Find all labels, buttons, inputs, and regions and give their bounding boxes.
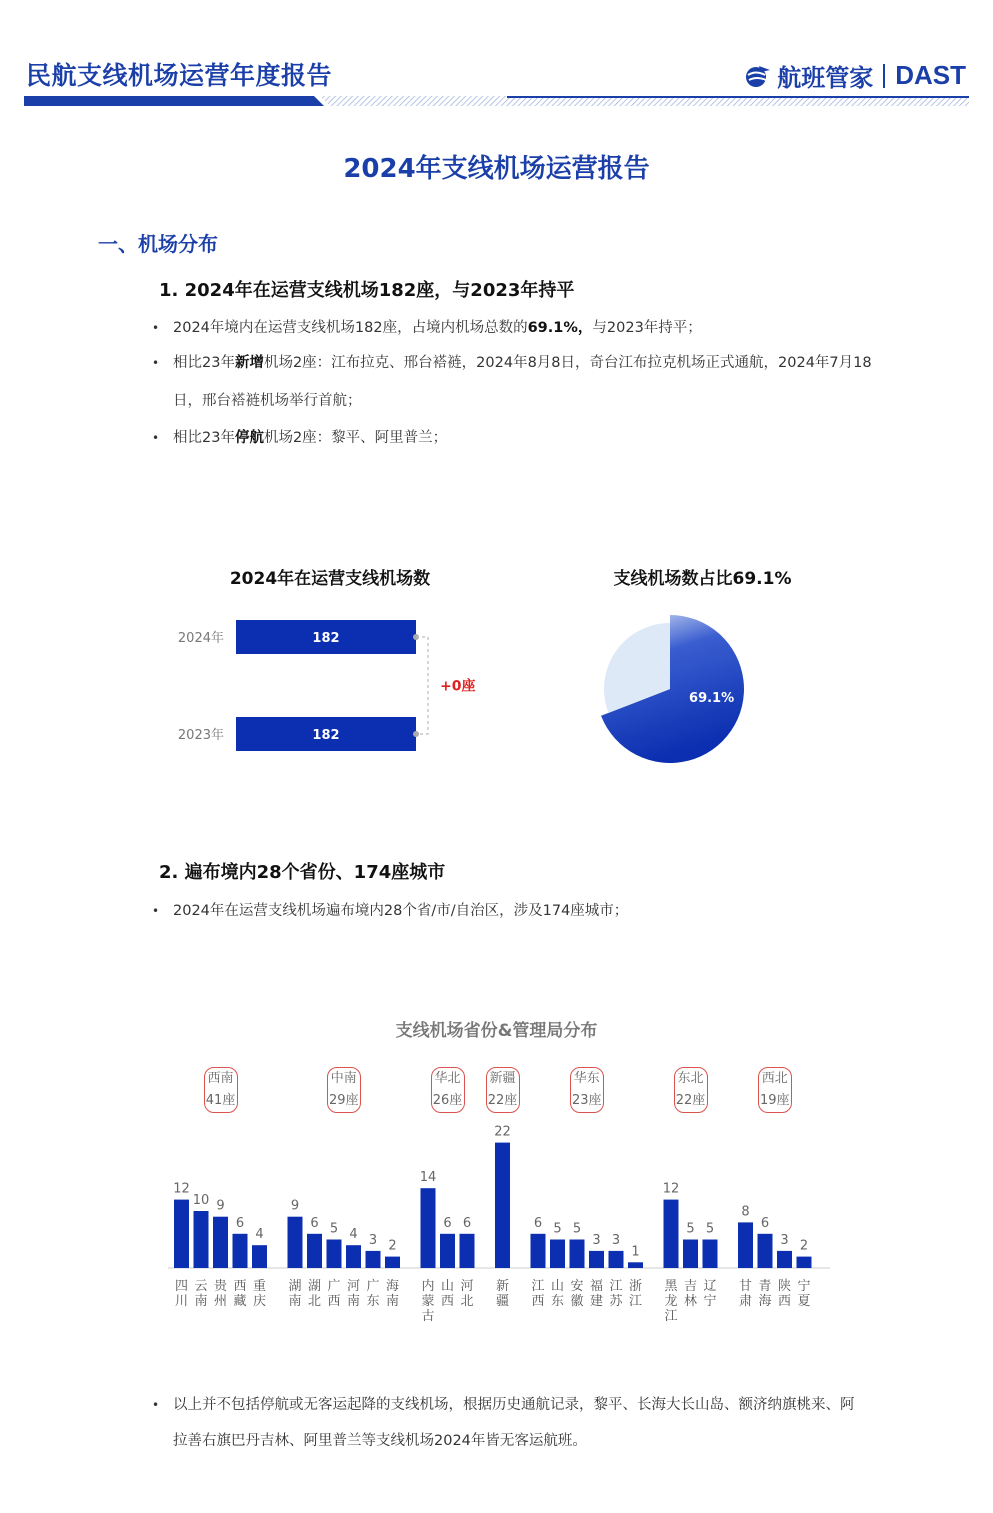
province-bar-value: 4: [255, 1227, 264, 1243]
bar-category-label: 2023年: [177, 728, 224, 743]
region-label-box: [758, 1067, 792, 1113]
province-bar: [703, 1240, 718, 1269]
region-label-box: [204, 1067, 238, 1113]
province-name-label: 湖南: [288, 1279, 302, 1309]
region-label-box: [674, 1067, 708, 1113]
province-bar-value: 5: [553, 1221, 562, 1237]
region-label-box: [431, 1067, 465, 1113]
brand-en: DAST: [895, 60, 966, 90]
airport-count-chart-title: 2024年在运营支线机场数: [229, 569, 431, 589]
province-bar-value: 10: [192, 1193, 210, 1208]
province-bar-value: 5: [572, 1221, 582, 1237]
province-bar: [664, 1200, 679, 1268]
province-name-label: 云南: [194, 1279, 208, 1309]
province-name-label: 河南: [346, 1279, 361, 1309]
pie-slice-label: 69.1%: [689, 690, 735, 706]
province-bar-value: 4: [349, 1227, 358, 1243]
province-bar-value: 12: [662, 1181, 680, 1197]
bracket-connector: [416, 637, 428, 734]
region-total: 41座: [205, 1093, 236, 1108]
province-bar: [683, 1240, 698, 1269]
province-bar-value: 6: [760, 1215, 770, 1231]
province-bar-value: 6: [462, 1215, 472, 1231]
province-bar-value: 5: [329, 1221, 339, 1237]
province-bar-value: 2: [388, 1238, 397, 1254]
region-name: 西南: [207, 1071, 234, 1086]
province-name-label: 江苏: [609, 1279, 623, 1309]
province-bar-value: 3: [592, 1232, 601, 1248]
region-name: 中南: [330, 1071, 357, 1086]
region-label-box: [570, 1067, 604, 1113]
province-bar: [233, 1234, 248, 1268]
province-bar-value: 3: [611, 1232, 621, 1248]
province-name-label: 山西: [440, 1279, 455, 1309]
province-name-label: 广西: [327, 1279, 341, 1309]
province-name-label: 江西: [531, 1279, 545, 1309]
region-name: 新疆: [489, 1071, 516, 1086]
province-bar-value: 6: [533, 1215, 543, 1231]
section-heading: 一、机场分布: [98, 232, 218, 256]
province-bar: [327, 1240, 342, 1269]
province-bar: [797, 1257, 812, 1268]
province-name-label: 内蒙古: [421, 1279, 435, 1324]
region-name: 西北: [761, 1071, 788, 1086]
province-bar: [550, 1240, 565, 1269]
province-name-label: 青海: [758, 1279, 772, 1309]
province-bar: [174, 1200, 189, 1268]
region-total: 22座: [487, 1093, 518, 1108]
province-name-label: 贵州: [213, 1279, 228, 1309]
province-bar: [213, 1217, 228, 1268]
province-bar-value: 9: [216, 1198, 225, 1214]
airport-count-chart: [160, 605, 500, 765]
province-bar: [307, 1234, 322, 1268]
province-name-label: 浙江: [628, 1279, 643, 1309]
bar-value-label: 182: [312, 728, 340, 743]
province-bar-value: 1: [631, 1244, 640, 1260]
province-name-label: 重庆: [252, 1279, 267, 1309]
province-name-label: 辽宁: [703, 1279, 717, 1309]
province-bar-value: 6: [235, 1215, 245, 1231]
province-bar: [570, 1240, 585, 1269]
province-bar: [385, 1257, 400, 1268]
document-title: 2024年支线机场运营报告: [343, 154, 650, 184]
province-bar: [758, 1234, 773, 1268]
region-total: 19座: [759, 1093, 790, 1108]
province-bar: [738, 1222, 753, 1268]
province-name-label: 广东: [366, 1279, 380, 1309]
bar-category-label: 2024年: [177, 631, 224, 646]
brand-divider: [883, 64, 885, 88]
region-total: 26座: [432, 1093, 463, 1108]
province-bar: [346, 1245, 361, 1268]
brand-name: 航班管家: [777, 64, 874, 92]
province-distribution-chart: [160, 1110, 850, 1340]
province-name-label: 新疆: [495, 1279, 510, 1309]
airport-share-chart-title: 支线机场数占比69.1%: [613, 569, 792, 589]
province-bar: [252, 1245, 267, 1268]
province-name-label: 安徽: [570, 1279, 584, 1309]
province-name-label: 四川: [174, 1279, 189, 1309]
province-bar: [366, 1251, 381, 1268]
region-name: 东北: [677, 1071, 704, 1086]
province-bar: [609, 1251, 624, 1268]
province-name-label: 吉林: [683, 1279, 698, 1309]
province-name-label: 海南: [385, 1279, 400, 1309]
province-distribution-chart-title: 支线机场省份&管理局分布: [395, 1021, 598, 1041]
province-bar-value: 2: [799, 1238, 809, 1254]
province-bar: [440, 1234, 455, 1268]
province-bar-value: 5: [705, 1221, 715, 1237]
region-name: 华东: [573, 1071, 600, 1086]
province-name-label: 甘肃: [738, 1279, 753, 1309]
province-bar-value: 3: [780, 1232, 789, 1248]
province-bar-value: 6: [443, 1215, 452, 1231]
province-name-label: 宁夏: [797, 1279, 811, 1309]
region-total: 23座: [571, 1093, 602, 1108]
province-bar-value: 14: [419, 1170, 437, 1186]
province-name-label: 山东: [550, 1279, 565, 1309]
region-total: 22座: [675, 1093, 706, 1108]
brand-logo: [743, 58, 966, 93]
province-name-label: 河北: [460, 1279, 474, 1309]
province-bar: [628, 1262, 643, 1268]
province-bar-value: 8: [741, 1204, 750, 1220]
province-bar-value: 3: [368, 1232, 378, 1248]
change-annotation: +0座: [440, 678, 476, 695]
globe-plane-icon: [743, 64, 771, 88]
province-bar-value: 5: [686, 1221, 695, 1237]
header-divider: [24, 96, 969, 106]
region-name: 华北: [434, 1071, 461, 1086]
province-bar: [589, 1251, 604, 1268]
province-name-label: 湖北: [307, 1279, 322, 1309]
subsection-heading-2: 2. 遍布境内28个省份、174座城市: [159, 862, 446, 883]
province-bar: [531, 1234, 546, 1268]
province-bar: [288, 1217, 303, 1268]
province-bar-value: 9: [290, 1198, 300, 1214]
province-name-label: 黑龙江: [664, 1279, 678, 1324]
province-bar: [460, 1234, 475, 1268]
region-label-box: [486, 1067, 520, 1113]
province-bar: [194, 1211, 209, 1268]
bar-value-label: 182: [312, 631, 340, 646]
province-name-label: 福建: [589, 1279, 604, 1309]
province-name-label: 西藏: [233, 1279, 247, 1309]
province-bar: [495, 1143, 510, 1268]
province-bar: [421, 1188, 436, 1268]
region-total: 29座: [328, 1093, 359, 1108]
airport-share-pie: [590, 605, 770, 775]
province-bar-value: 6: [310, 1215, 319, 1231]
report-header-title: 民航支线机场运营年度报告: [26, 61, 333, 90]
province-bar-value: 12: [173, 1181, 190, 1197]
region-label-box: [327, 1067, 361, 1113]
subsection-heading-1: 1. 2024年在运营支线机场182座，与2023年持平: [159, 280, 575, 301]
province-bar-value: 22: [494, 1124, 511, 1140]
province-name-label: 陕西: [777, 1279, 792, 1309]
province-bar: [777, 1251, 792, 1268]
